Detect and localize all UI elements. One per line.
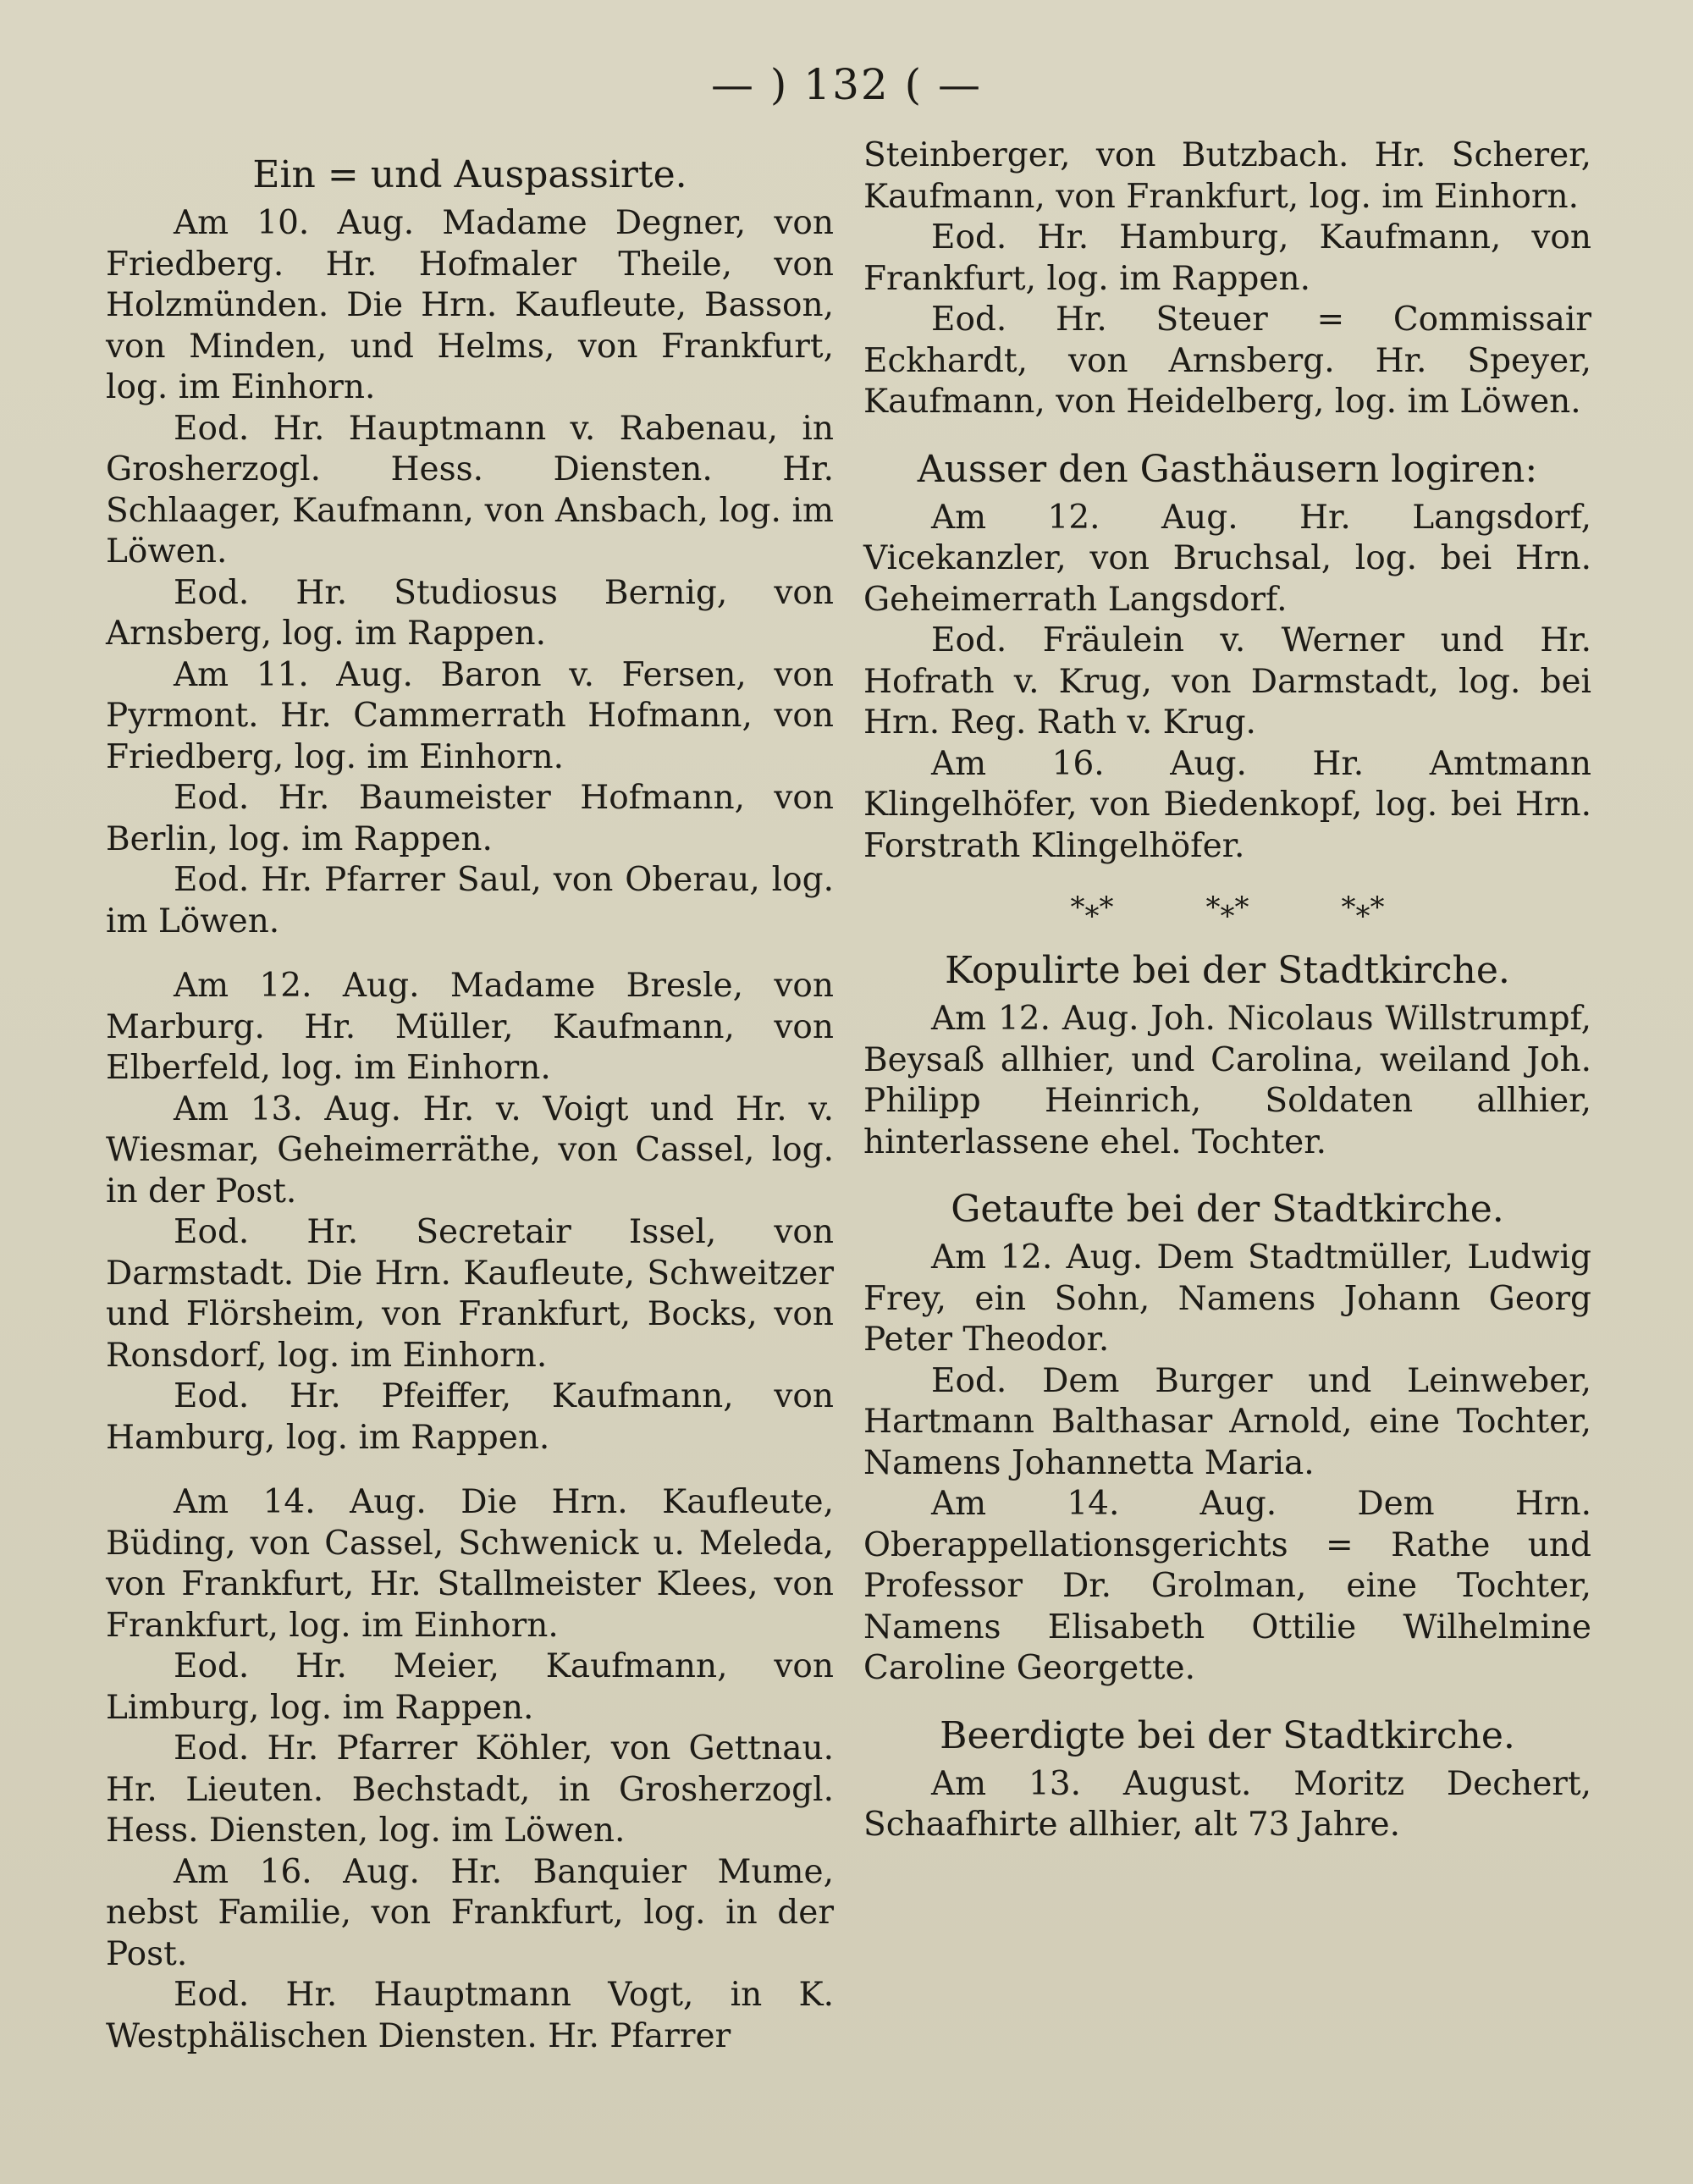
baptized-entry: Am 14. Aug. Dem Hrn. Oberappellationsgerichts = Rathe und Professor Dr. Grolman, eine Tochter, Namens Elisabeth Ottilie Wilhelmine Caroline Georgette. [863,1485,1591,1687]
spacer [863,1163,1591,1187]
married-entry: Am 12. Aug. Joh. Nicolaus Willstrumpf, Beysaß allhier, und Carolina, weiland Joh. Philipp Heinrich, Soldaten allhier, hinterlassene ehel. Tochter. [863,1000,1591,1161]
arrival-entry: Eod. Hr. Hamburg, Kaufmann, von Frankfurt, log. im Rappen. [863,218,1591,298]
spacer [106,1459,834,1482]
baptized-entry: Am 12. Aug. Dem Stadtmüller, Ludwig Frey, ein Sohn, Namens Johann Georg Peter Theodor. [863,1238,1591,1359]
private-lodging-entry: Am 16. Aug. Hr. Amtmann Klingelhöfer, von Biedenkopf, log. bei Hrn. Forstrath Klingelhöfer. [863,744,1591,865]
private-lodging-entry: Eod. Fräulein v. Werner und Hr. Hofrath v. Krug, von Darmstadt, log. bei Hrn. Reg. Rath v. Krug. [863,621,1591,742]
arrival-entry: Am 10. Aug. Madame Degner, von Friedberg. Hr. Hofmaler Theile, von Holzmünden. Die Hrn. Kaufleute, Basson, von Minden, und Helms, von Frankfurt, log. im Einhorn. [106,204,834,406]
page-number: — ) 132 ( — [710,60,983,109]
married-heading: Kopulirte bei der Stadtkirche. [945,949,1510,992]
arrival-entry: Eod. Hr. Secretair Issel, von Darmstadt. Die Hrn. Kaufleute, Schweitzer und Flörsheim, von Frankfurt, Bocks, von Ronsdorf, log. im Einhorn. [106,1213,834,1375]
spacer [863,1690,1591,1713]
left-column [106,152,834,2057]
buried-heading: Beerdigte bei der Stadtkirche. [940,1713,1515,1757]
arrival-entry: Eod. Hr. Pfarrer Saul, von Oberau, log. im Löwen. [106,861,834,940]
asterism: *⁎* [1070,891,1114,924]
arrival-entry: Eod. Hr. Baumeister Hofmann, von Berlin, log. im Rappen. [106,779,834,858]
asterism: *⁎* [1341,891,1385,924]
private-lodging-heading: Ausser den Gasthäusern logiren: [917,447,1538,491]
arrival-entry: Am 11. Aug. Baron v. Fersen, von Pyrmont. Hr. Cammerrath Hofmann, von Friedberg, log. im Einhorn. [106,655,834,776]
arrival-entry: Am 14. Aug. Die Hrn. Kaufleute, Büding, von Cassel, Schwenick u. Meleda, von Frankfurt, Hr. Stallmeister Klees, von Frankfurt, log. im Einhorn. [106,1483,834,1645]
arrival-entry-continuation: Steinberger, von Butzbach. Hr. Scherer, Kaufmann, von Frankfurt, log. im Einhorn. [863,136,1591,216]
arrivals-heading: Ein = und Auspassirte. [252,153,687,196]
baptized-entry: Eod. Dem Burger und Leinweber, Hartmann Balthasar Arnold, eine Tochter, Namens Johannetta Maria. [863,1361,1591,1482]
arrival-entry: Eod. Hr. Studiosus Bernig, von Arnsberg, log. im Rappen. [106,573,834,653]
private-lodging-entry: Am 12. Aug. Hr. Langsdorf, Vicekanzler, von Bruchsal, log. bei Hrn. Geheimerrath Langsdorf. [863,498,1591,619]
asterism-divider [1024,891,1431,924]
spacer [863,924,1591,948]
baptized-heading: Getaufte bei der Stadtkirche. [951,1188,1504,1231]
arrival-entry: Eod. Hr. Pfeiffer, Kaufmann, von Hamburg, log. im Rappen. [106,1377,834,1457]
spacer [863,867,1591,891]
buried-entry: Am 13. August. Moritz Dechert, Schaafhirte allhier, alt 73 Jahre. [863,1764,1591,1844]
arrival-entry: Am 13. Aug. Hr. v. Voigt und Hr. v. Wiesmar, Geheimerräthe, von Cassel, log. in der Post. [106,1089,834,1211]
right-column [863,135,1591,1846]
spacer [106,942,834,966]
arrival-entry: Eod. Hr. Meier, Kaufmann, von Limburg, log. im Rappen. [106,1647,834,1727]
arrival-entry: Eod. Hr. Hauptmann Vogt, in K. Westphälischen Diensten. Hr. Pfarrer [106,1976,834,2055]
arrival-entry: Eod. Hr. Steuer = Commissair Eckhardt, von Arnsberg. Hr. Speyer, Kaufmann, von Heidelberg, log. im Löwen. [863,301,1591,421]
asterism: *⁎* [1205,891,1249,924]
arrival-entry: Eod. Hr. Pfarrer Köhler, von Gettnau. Hr. Lieuten. Bechstadt, in Grosherzogl. Hess. Diensten, log. im Löwen. [106,1729,834,1850]
spacer [863,423,1591,447]
arrival-entry: Am 16. Aug. Hr. Banquier Mume, nebst Familie, von Frankfurt, log. in der Post. [106,1852,834,1973]
arrival-entry: Eod. Hr. Hauptmann v. Rabenau, in Grosherzogl. Hess. Diensten. Hr. Schlaager, Kaufmann, von Ansbach, log. im Löwen. [106,409,834,571]
arrival-entry: Am 12. Aug. Madame Bresle, von Marburg. Hr. Müller, Kaufmann, von Elberfeld, log. im Einhorn. [106,967,834,1087]
